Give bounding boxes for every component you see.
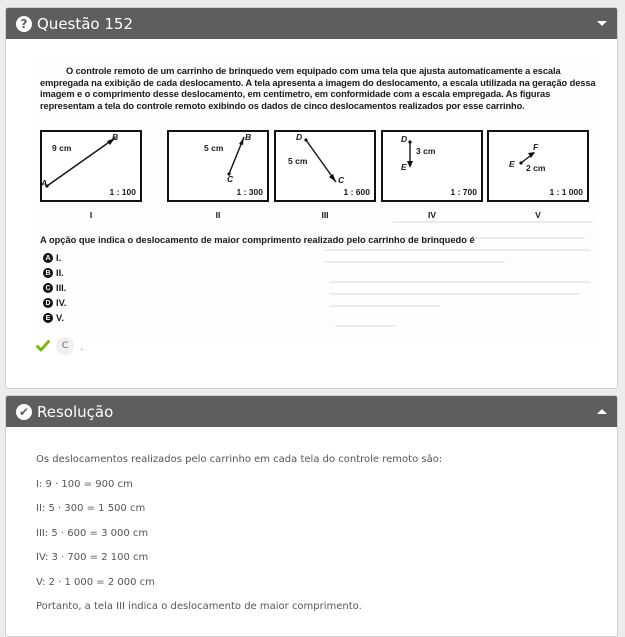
figure-5-end-point: F [533,142,539,152]
figure-5-length: 2 cm [526,163,546,173]
figure-1-start-point: A [41,178,48,188]
checkmark-icon [36,340,50,352]
option-c-text: III. [56,283,67,293]
question-title: Questão 152 [37,14,134,33]
resolution-panel [5,395,618,637]
answer-row [36,337,84,355]
option-c[interactable] [43,283,66,293]
option-a-letter: A [43,253,53,263]
figure-screen-4 [381,130,483,202]
figure-screen-3 [274,130,376,202]
figure-4-numeral: IV [427,210,437,220]
figure-4-end-point: E [401,162,407,172]
option-d[interactable] [43,298,67,308]
option-c-letter: C [43,283,53,293]
option-b-text: II. [56,268,64,278]
question-circle-icon: ? [16,16,32,32]
figure-1-end-point: B [112,132,119,142]
figure-5-start-point: E [509,159,515,169]
figure-3-numeral: III [321,210,329,220]
resolution-line: I: 9 · 100 = 900 cm [36,478,133,490]
figure-4-scale: 1 : 700 [450,187,477,197]
resolution-line: V: 2 · 1 000 = 2 000 cm [36,576,155,588]
question-prompt: A opção que indica o deslocamento de maior comprimento realizado pelo carrinho de brinquedo é [40,235,475,245]
option-e-letter: E [43,313,53,323]
option-a-text: I. [56,253,62,263]
figure-5-numeral: V [535,210,541,220]
resolution-line: Portanto, a tela III indica o deslocamento de maior comprimento. [36,601,362,612]
chevron-down-icon[interactable] [597,21,607,26]
answer-suffix: . [80,339,84,353]
option-d-letter: D [43,298,53,308]
figure-1-numeral: I [89,210,93,220]
figure-1-length: 9 cm [52,143,72,153]
option-b[interactable] [43,268,64,278]
figure-3-length: 5 cm [288,156,308,166]
chevron-up-icon[interactable] [597,409,607,414]
check-circle-icon: ✔ [16,404,32,420]
figure-2-start-point: C [227,174,234,184]
resolution-line: Os deslocamentos realizados pelo carrinho em cada tela do controle remoto são: [36,454,443,465]
figure-2-end-point: B [245,132,252,142]
option-e-text: V. [56,313,64,323]
figure-screen-2 [167,130,269,202]
option-d-text: IV. [56,298,67,308]
figure-3-start-point: D [296,132,303,142]
option-b-letter: B [43,268,53,278]
answer-letter-chip: C [56,337,74,355]
figure-3-scale: 1 : 600 [343,187,370,197]
figure-3-end-point: C [338,175,345,185]
figure-2-numeral: II [215,210,221,220]
option-a[interactable] [43,253,61,263]
figure-1-scale: 1 : 100 [109,187,136,197]
figure-screen-5 [487,130,589,202]
resolution-line: II: 5 · 300 = 1 500 cm [36,503,146,514]
question-panel-header[interactable] [6,8,617,39]
option-e[interactable] [43,313,64,323]
resolution-line: IV: 3 · 700 = 2 100 cm [36,552,149,563]
figure-4-length: 3 cm [416,146,436,156]
question-statement: O controle remoto de um carrinho de brinquedo vem equipado com uma tela que ajusta automaticamente a escala empregada na exibição de cada deslocamento. A tela apresenta a imagem do deslocamento, a escala utilizada na geração dessa imagem e o comprimento desse deslocamento, em centímetro, em conformidade com a escala empregada. As figuras representam a tela do controle remoto exibindo os dados de cinco deslocamentos realizados por esse carrinho. [40,66,596,112]
resolution-line: III: 5 · 600 = 3 000 cm [36,527,149,539]
question-image [35,59,598,341]
figure-screen-1 [40,130,142,202]
figure-2-scale: 1 : 300 [236,187,263,197]
resolution-panel-header[interactable] [6,396,617,427]
figure-5-scale: 1 : 1 000 [549,187,583,197]
figure-2-length: 5 cm [204,143,224,153]
question-panel [5,7,618,389]
resolution-title: Resolução [37,402,114,421]
figure-4-start-point: D [401,134,408,144]
resolution-body [36,454,442,626]
